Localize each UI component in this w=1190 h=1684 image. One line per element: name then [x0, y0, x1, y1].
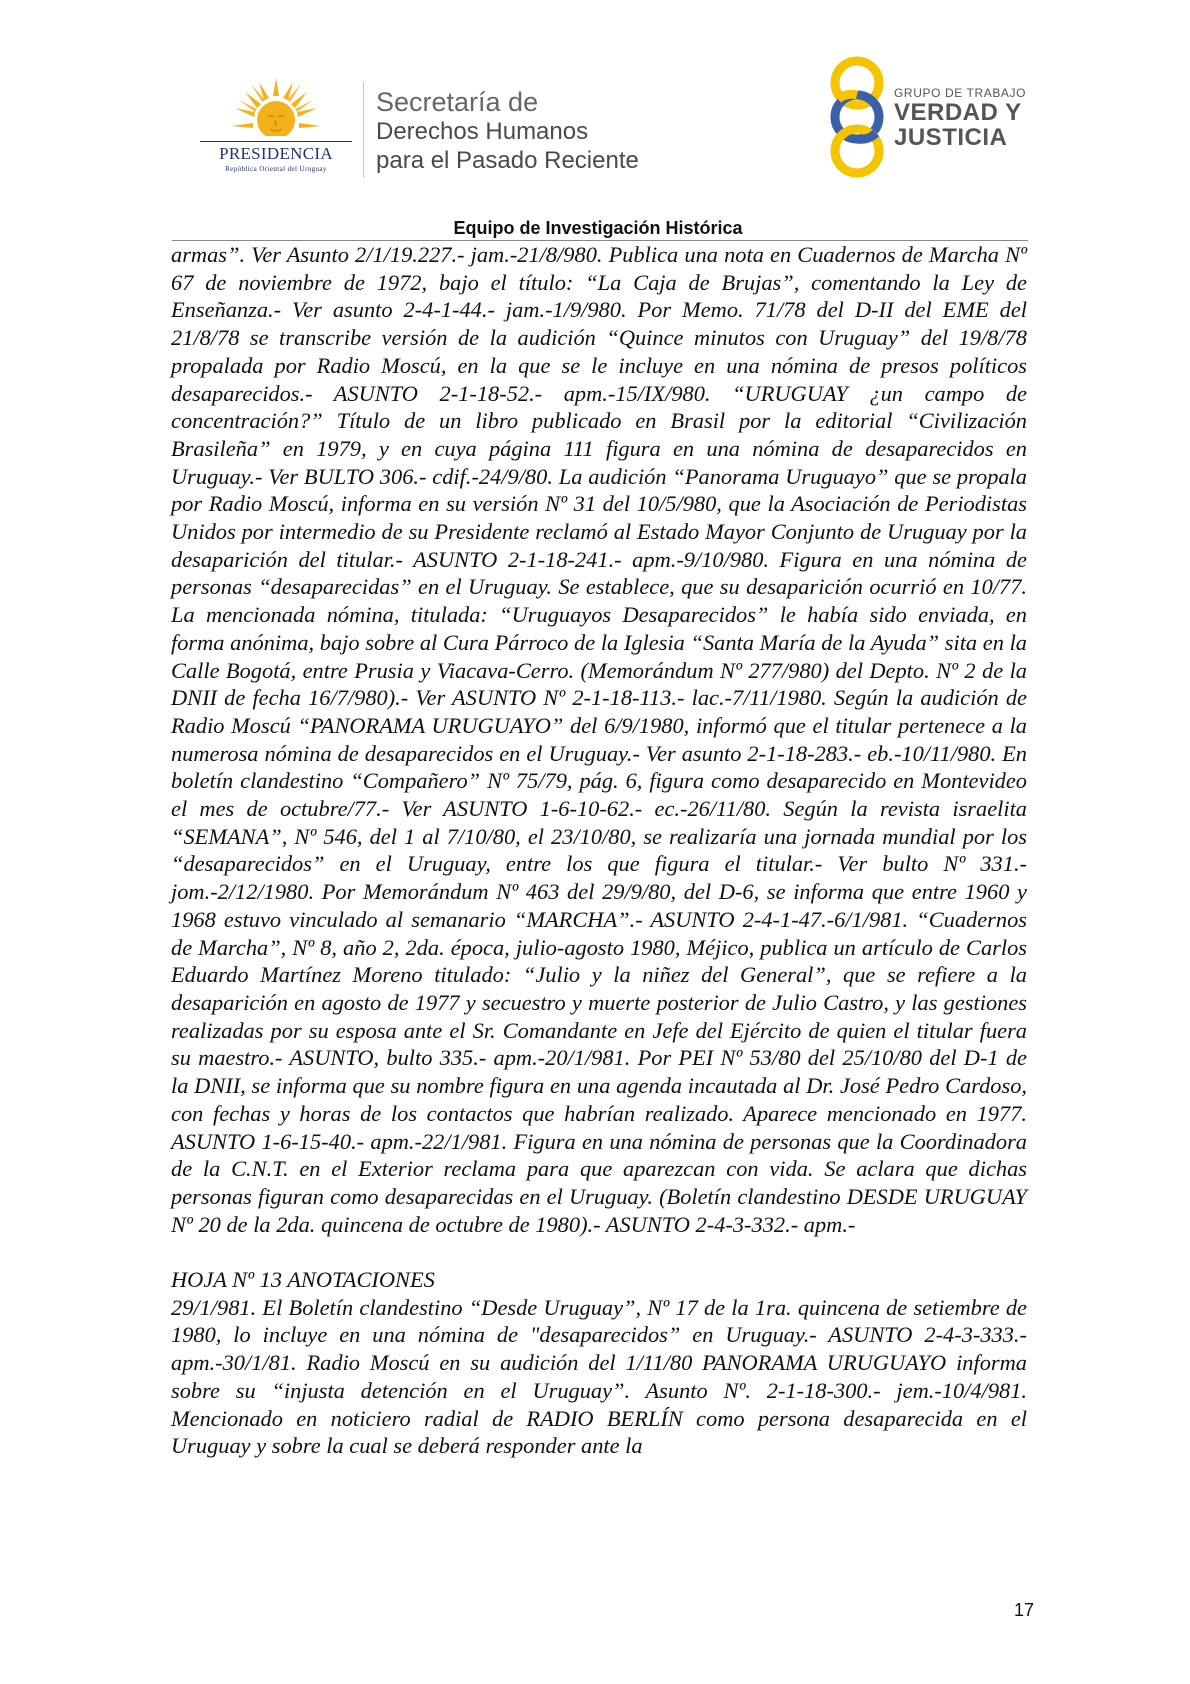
- body-paragraph-1: armas”. Ver Asunto 2/1/19.227.- jam.-21/8/980. Publica una nota en Cuadernos de Marcha Nº 67 de noviembre de 1972, bajo el título: “La Caja de Brujas”, comentando la Ley de Enseñanza.- Ver asunto 2-4-1-44.- jam.-1/9/980. Por Memo. 71/78 del D-II del EME del 21/8/78 se transcribe versión de la audición “Quince minutos con Uruguay” del 19/8/78 propalada por Radio Moscú, en la que se le incluye en una nómina de presos políticos desaparecidos.- ASUNTO 2-1-18-52.- apm.-15/IX/980. “URUGUAY ¿un campo de concentración?” Título de un libro publicado en Brasil por la editorial “Civilización Brasileña” en 1979, y en cuya página 111 figura en una nómina de desaparecidos en Uruguay.- Ver BULTO 306.- cdif.-24/9/80. La audición “Panorama Uruguayo” que se propala por Radio Moscú, informa en su versión Nº 31 del 10/5/980, que la Asociación de Periodistas Unidos por intermedio de su Presidente reclamó al Estado Mayor Conjunto de Uruguay por la desaparición del titular.- ASUNTO 2-1-18-241.- apm.-9/10/980. Figura en una nómina de personas “desaparecidas” en el Uruguay. Se establece, que su desaparición ocurrió en 10/77. La mencionada nómina, titulada: “Uruguayos Desaparecidos” le había sido enviada, en forma anónima, bajo sobre al Cura Párroco de la Iglesia “Santa María de la Ayuda” sita en la Calle Bogotá, entre Prusia y Viacava-Cerro. (Memorándum Nº 277/980) del Depto. Nº 2 de la DNII de fecha 16/7/980).- Ver ASUNTO Nº 2-1-18-113.- lac.-7/11/1980. Según la audición de Radio Moscú “PANORAMA URUGUAYO” del 6/9/1980, informó que el titular pertenece a la numerosa nómina de desaparecidos en el Uruguay.- Ver asunto 2-1-18-283.- eb.-10/11/980. En boletín clandestino “Compañero” Nº 75/79, pág. 6, figura como desaparecido en Montevideo el mes de octubre/77.- Ver ASUNTO 1-6-10-62.- ec.-26/11/80. Según la revista israelita “SEMANA”, Nº 546, del 1 al 7/10/80, el 23/10/80, se realizaría una jornada mundial por los “desaparecidos” en el Uruguay, entre los que figura el titular.- Ver bulto Nº 331.- jom.-2/12/1980. Por Memorándum Nº 463 del 29/9/80, del D-6, se informa que entre 1960 y 1968 estuvo vinculado al semanario “MARCHA”.- ASUNTO 2-4-1-47.-6/1/981. “Cuadernos de Marcha”, Nº 8, año 2, 2da. época, julio-agosto 1980, Méjico, publica un artículo de Carlos Eduardo Martínez Moreno titulado: “Julio y la niñez del General”, que se refiere a la desaparición en agosto de 1977 y secuestro y muerte posterior de Julio Castro, y las gestiones realizadas por su esposa ante el Sr. Comandante en Jefe del Ejército de quien el titular fuera su maestro.- ASUNTO, bulto 335.- apm.-20/1/981. Por PEI Nº 53/80 del 25/10/80 del D-1 de la DNII, se informa que su nombre figura en una agenda incautada al Dr. José Pedro Cardoso, con fechas y horas de los contactos que habrían realizado. Aparece mencionado en 1977. ASUNTO 1-6-15-40.- apm.-22/1/981. Figura en una nómina de personas que la Coordinadora de la C.N.T. en el Exterior reclama para que aparezcan con vida. Se aclara que dichas personas figuran como desaparecidas en el Uruguay. (Boletín clandestino DESDE URUGUAY Nº 20 de la 2da. quincena de octubre de 1980).- ASUNTO 2-4-3-332.- apm.-: [171, 242, 1027, 1237]
- grupo-line3: JUSTICIA: [894, 124, 1008, 151]
- verdad-justicia-logo: [822, 56, 892, 178]
- grupo-line2: VERDAD Y: [894, 99, 1022, 126]
- secretaria-line3: para el Pasado Reciente: [376, 147, 639, 174]
- document-body: [171, 241, 1027, 1460]
- secretaria-line2: Derechos Humanos: [376, 118, 589, 145]
- secretaria-title: [376, 88, 639, 175]
- presidencia-name: PRESIDENCIA: [219, 144, 333, 163]
- presidencia-logo: [196, 76, 356, 176]
- team-title: Equipo de Investigación Histórica: [453, 218, 743, 238]
- presidencia-subtitle: República Oriental del Uruguay: [225, 165, 327, 173]
- sun-emblem-icon: [229, 76, 323, 138]
- verdad-justicia-text: [894, 86, 1026, 150]
- body-paragraph-2: 29/1/981. El Boletín clandestino “Desde Uruguay”, Nº 17 de la 1ra. quincena de setiembre de 1980, lo incluye en una nómina de "desaparecidos” en Uruguay.- ASUNTO 2-4-3-333.- apm.-30/1/81. Radio Moscú en su audición del 1/11/80 PANORAMA URUGUAYO informa sobre su “injusta detención en el Uruguay”. Asunto Nº. 2-1-18-300.- jem.-10/4/981. Mencionado en noticiero radial de RADIO BERLÍN como persona desaparecida en el Uruguay y sobre la cual se deberá responder ante la: [171, 1294, 1027, 1459]
- header-divider: [363, 82, 364, 178]
- presidencia-rule: [200, 141, 352, 142]
- secretaria-line1: Secretaría de: [376, 87, 539, 117]
- grupo-line1: GRUPO DE TRABAJO: [894, 86, 1027, 100]
- interlocked-rings-icon: [822, 56, 892, 178]
- section-heading: HOJA Nº 13 ANOTACIONES: [171, 1267, 435, 1292]
- page-header: [0, 0, 1190, 240]
- page-number: 17: [1013, 1600, 1034, 1620]
